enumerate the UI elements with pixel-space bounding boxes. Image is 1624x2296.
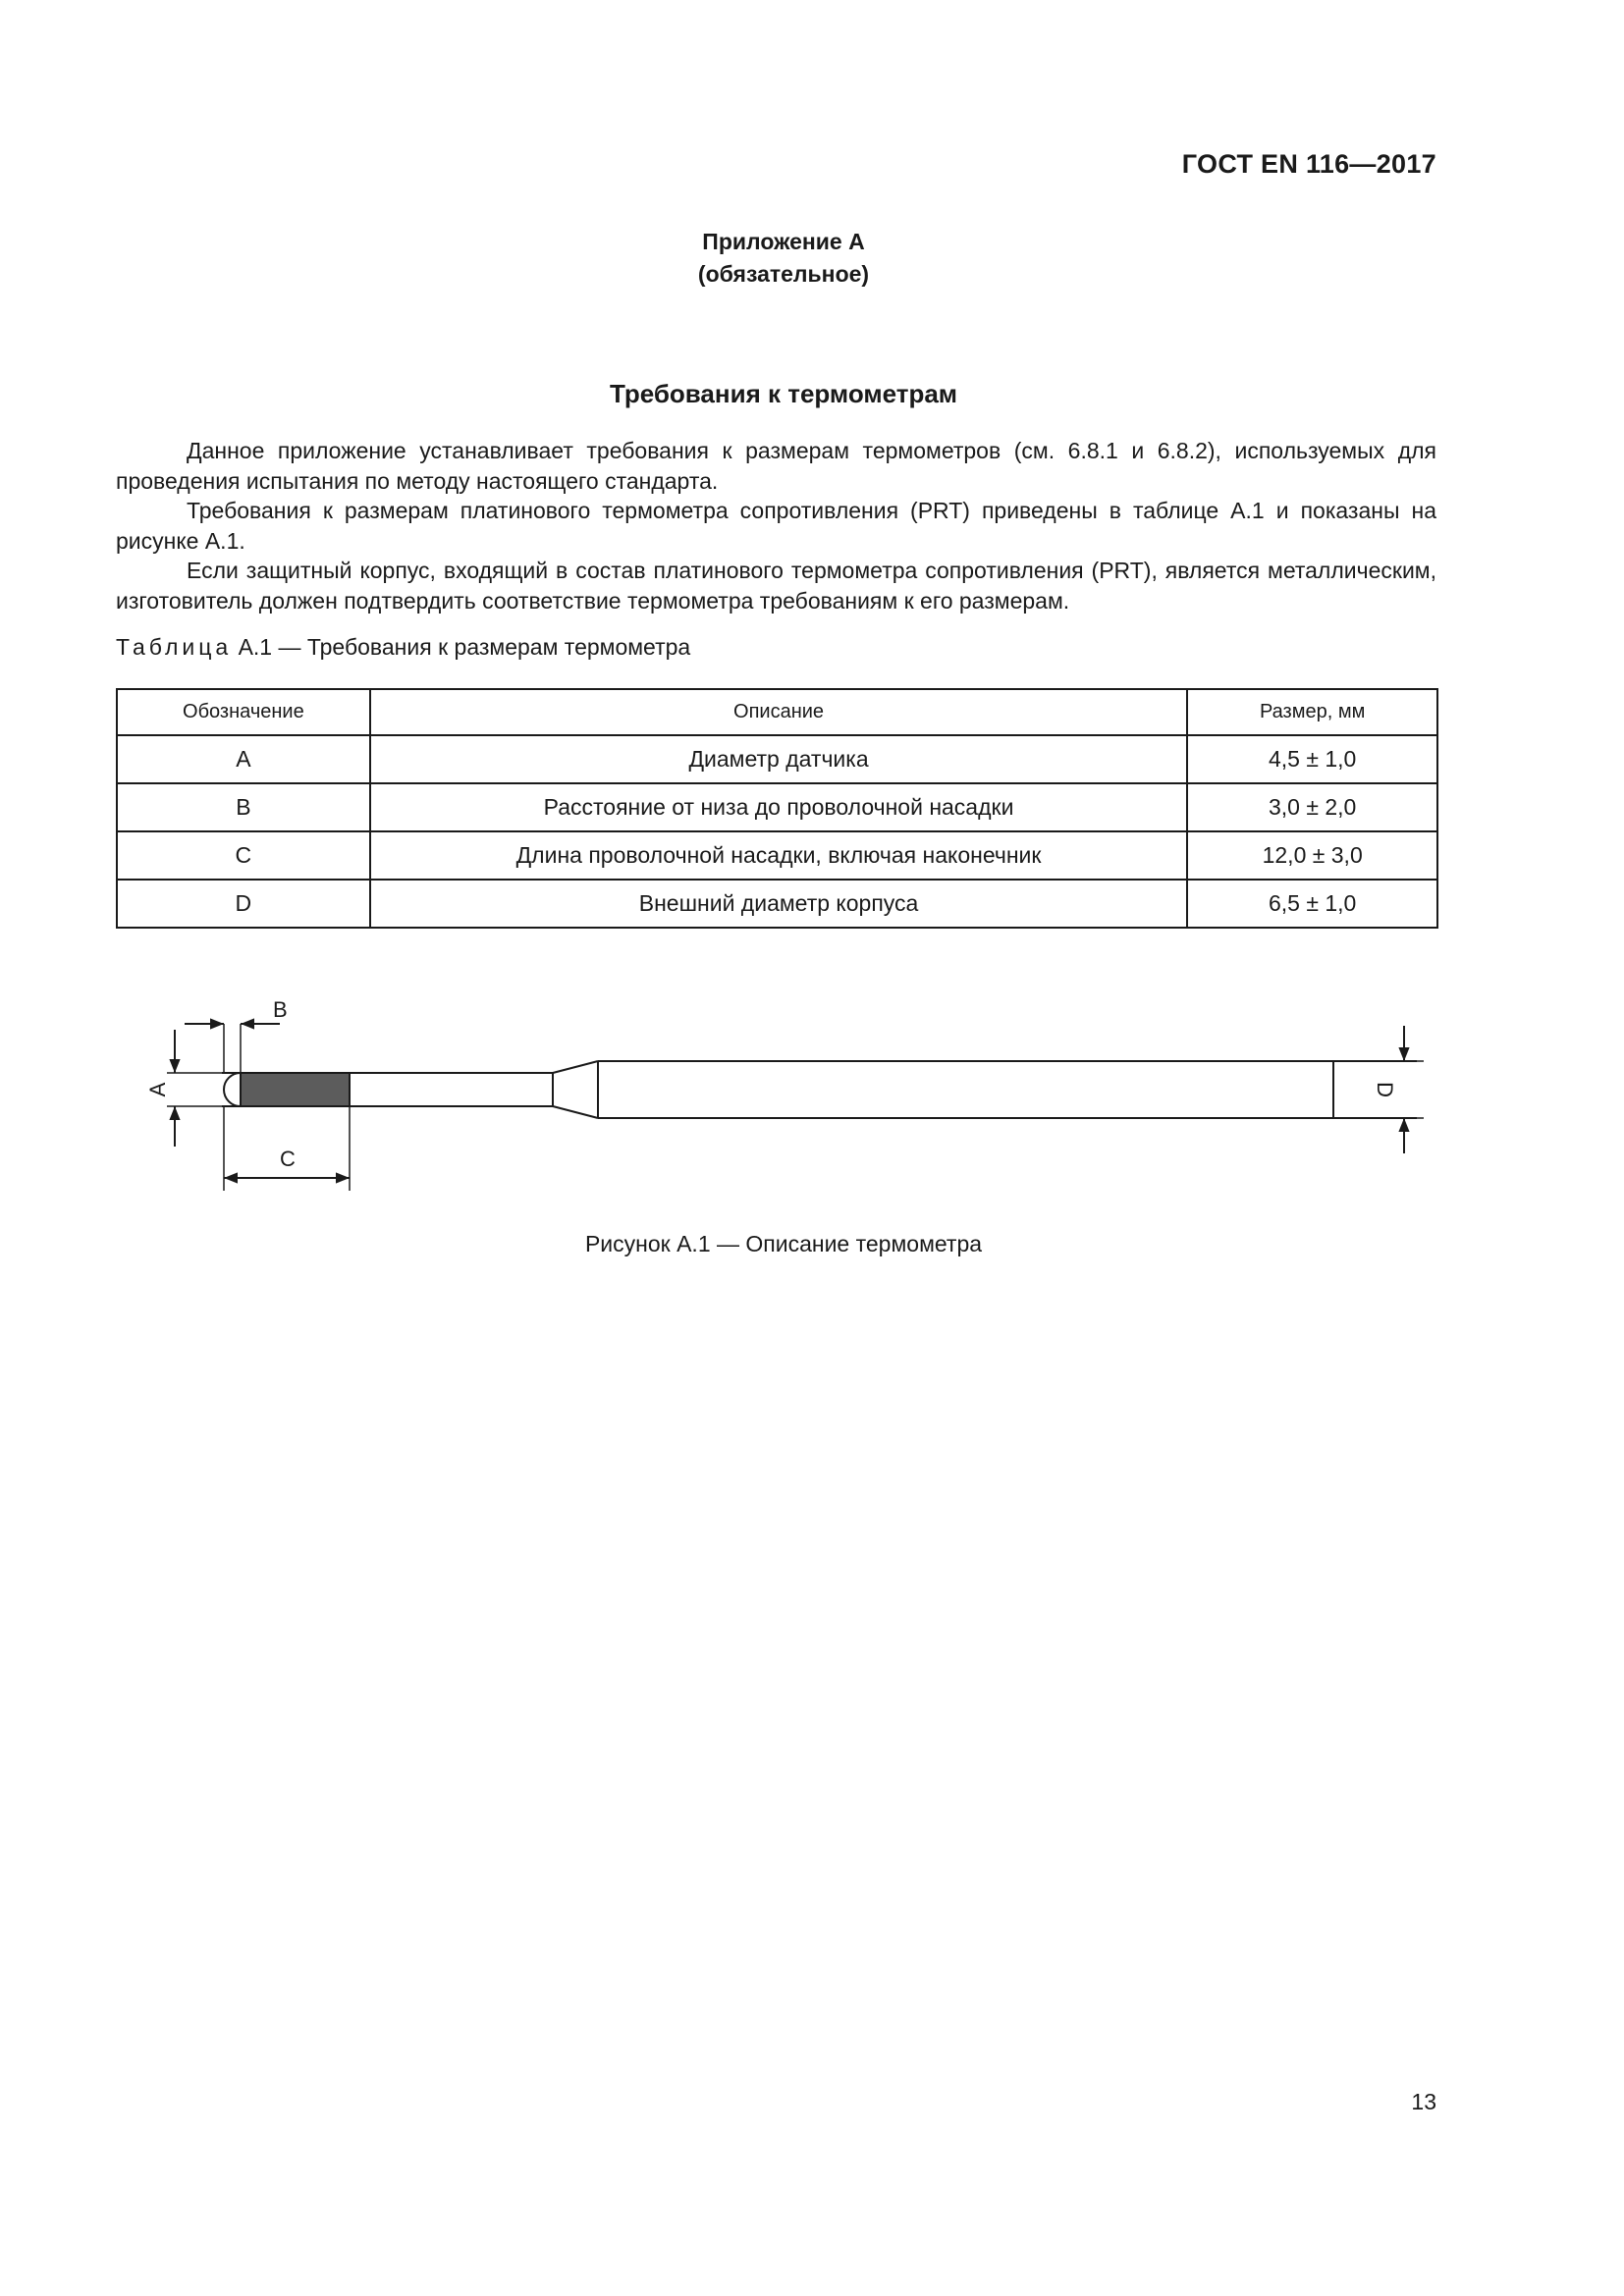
thin-sheath [350, 1073, 553, 1106]
appendix-heading [0, 226, 1567, 291]
table-row [117, 880, 1437, 928]
body-text [116, 436, 1436, 615]
table-caption-text: А.1 — Требования к размерам термометра [238, 634, 691, 660]
label-a: A [144, 1082, 170, 1097]
cell-designation: А [117, 735, 370, 783]
cell-size: 4,5 ± 1,0 [1187, 735, 1437, 783]
dimension-d [1404, 1026, 1424, 1153]
cell-designation: В [117, 783, 370, 831]
transition-cone [553, 1061, 598, 1118]
table-header-row [117, 689, 1437, 735]
table-row [117, 735, 1437, 783]
paragraph-2: Требования к размерам платинового термометра сопротивления (PRT) приведены в таблице А.1 и показаны на рисунке А.1. [116, 498, 1436, 554]
dimension-a [167, 1030, 222, 1147]
label-b: B [273, 997, 288, 1022]
cell-size: 6,5 ± 1,0 [1187, 880, 1437, 928]
cell-description: Расстояние от низа до проволочной насадки [370, 783, 1188, 831]
document-code: ГОСТ EN 116—2017 [1181, 149, 1436, 179]
cell-description: Диаметр датчика [370, 735, 1188, 783]
header-description: Описание [370, 689, 1188, 735]
table-caption-label: Таблица [116, 634, 233, 660]
appendix-status: (обязательное) [697, 261, 870, 287]
cell-designation: С [117, 831, 370, 880]
table-caption [116, 634, 690, 661]
probe-body [598, 1061, 1417, 1118]
probe-tip [222, 1073, 241, 1106]
header-size: Размер, мм [1187, 689, 1437, 735]
cell-description: Длина проволочной насадки, включая наконечник [370, 831, 1188, 880]
cell-designation: D [117, 880, 370, 928]
label-d: D [1373, 1082, 1398, 1097]
table-row [117, 783, 1437, 831]
header-designation: Обозначение [117, 689, 370, 735]
dimension-b [185, 1024, 280, 1073]
thermometer-diagram [128, 987, 1453, 1207]
sensor-element [241, 1073, 350, 1106]
label-c: C [280, 1147, 296, 1171]
figure-caption: Рисунок А.1 — Описание термометра [584, 1231, 983, 1256]
cell-size: 12,0 ± 3,0 [1187, 831, 1437, 880]
section-title: Требования к термометрам [609, 379, 958, 408]
page-number: 13 [1411, 2089, 1436, 2114]
paragraph-1: Данное приложение устанавливает требования к размерам термометров (см. 6.8.1 и 6.8.2), используемых для проведения испытания по методу настоящего стандарта. [116, 438, 1436, 494]
table-row [117, 831, 1437, 880]
cell-size: 3,0 ± 2,0 [1187, 783, 1437, 831]
appendix-title: Приложение А [702, 229, 865, 254]
cell-description: Внешний диаметр корпуса [370, 880, 1188, 928]
paragraph-3: Если защитный корпус, входящий в состав платинового термометра сопротивления (PRT), является металлическим, изготовитель должен подтвердить соответствие термометра требованиям к его размерам. [116, 558, 1436, 614]
requirements-table [116, 688, 1438, 929]
